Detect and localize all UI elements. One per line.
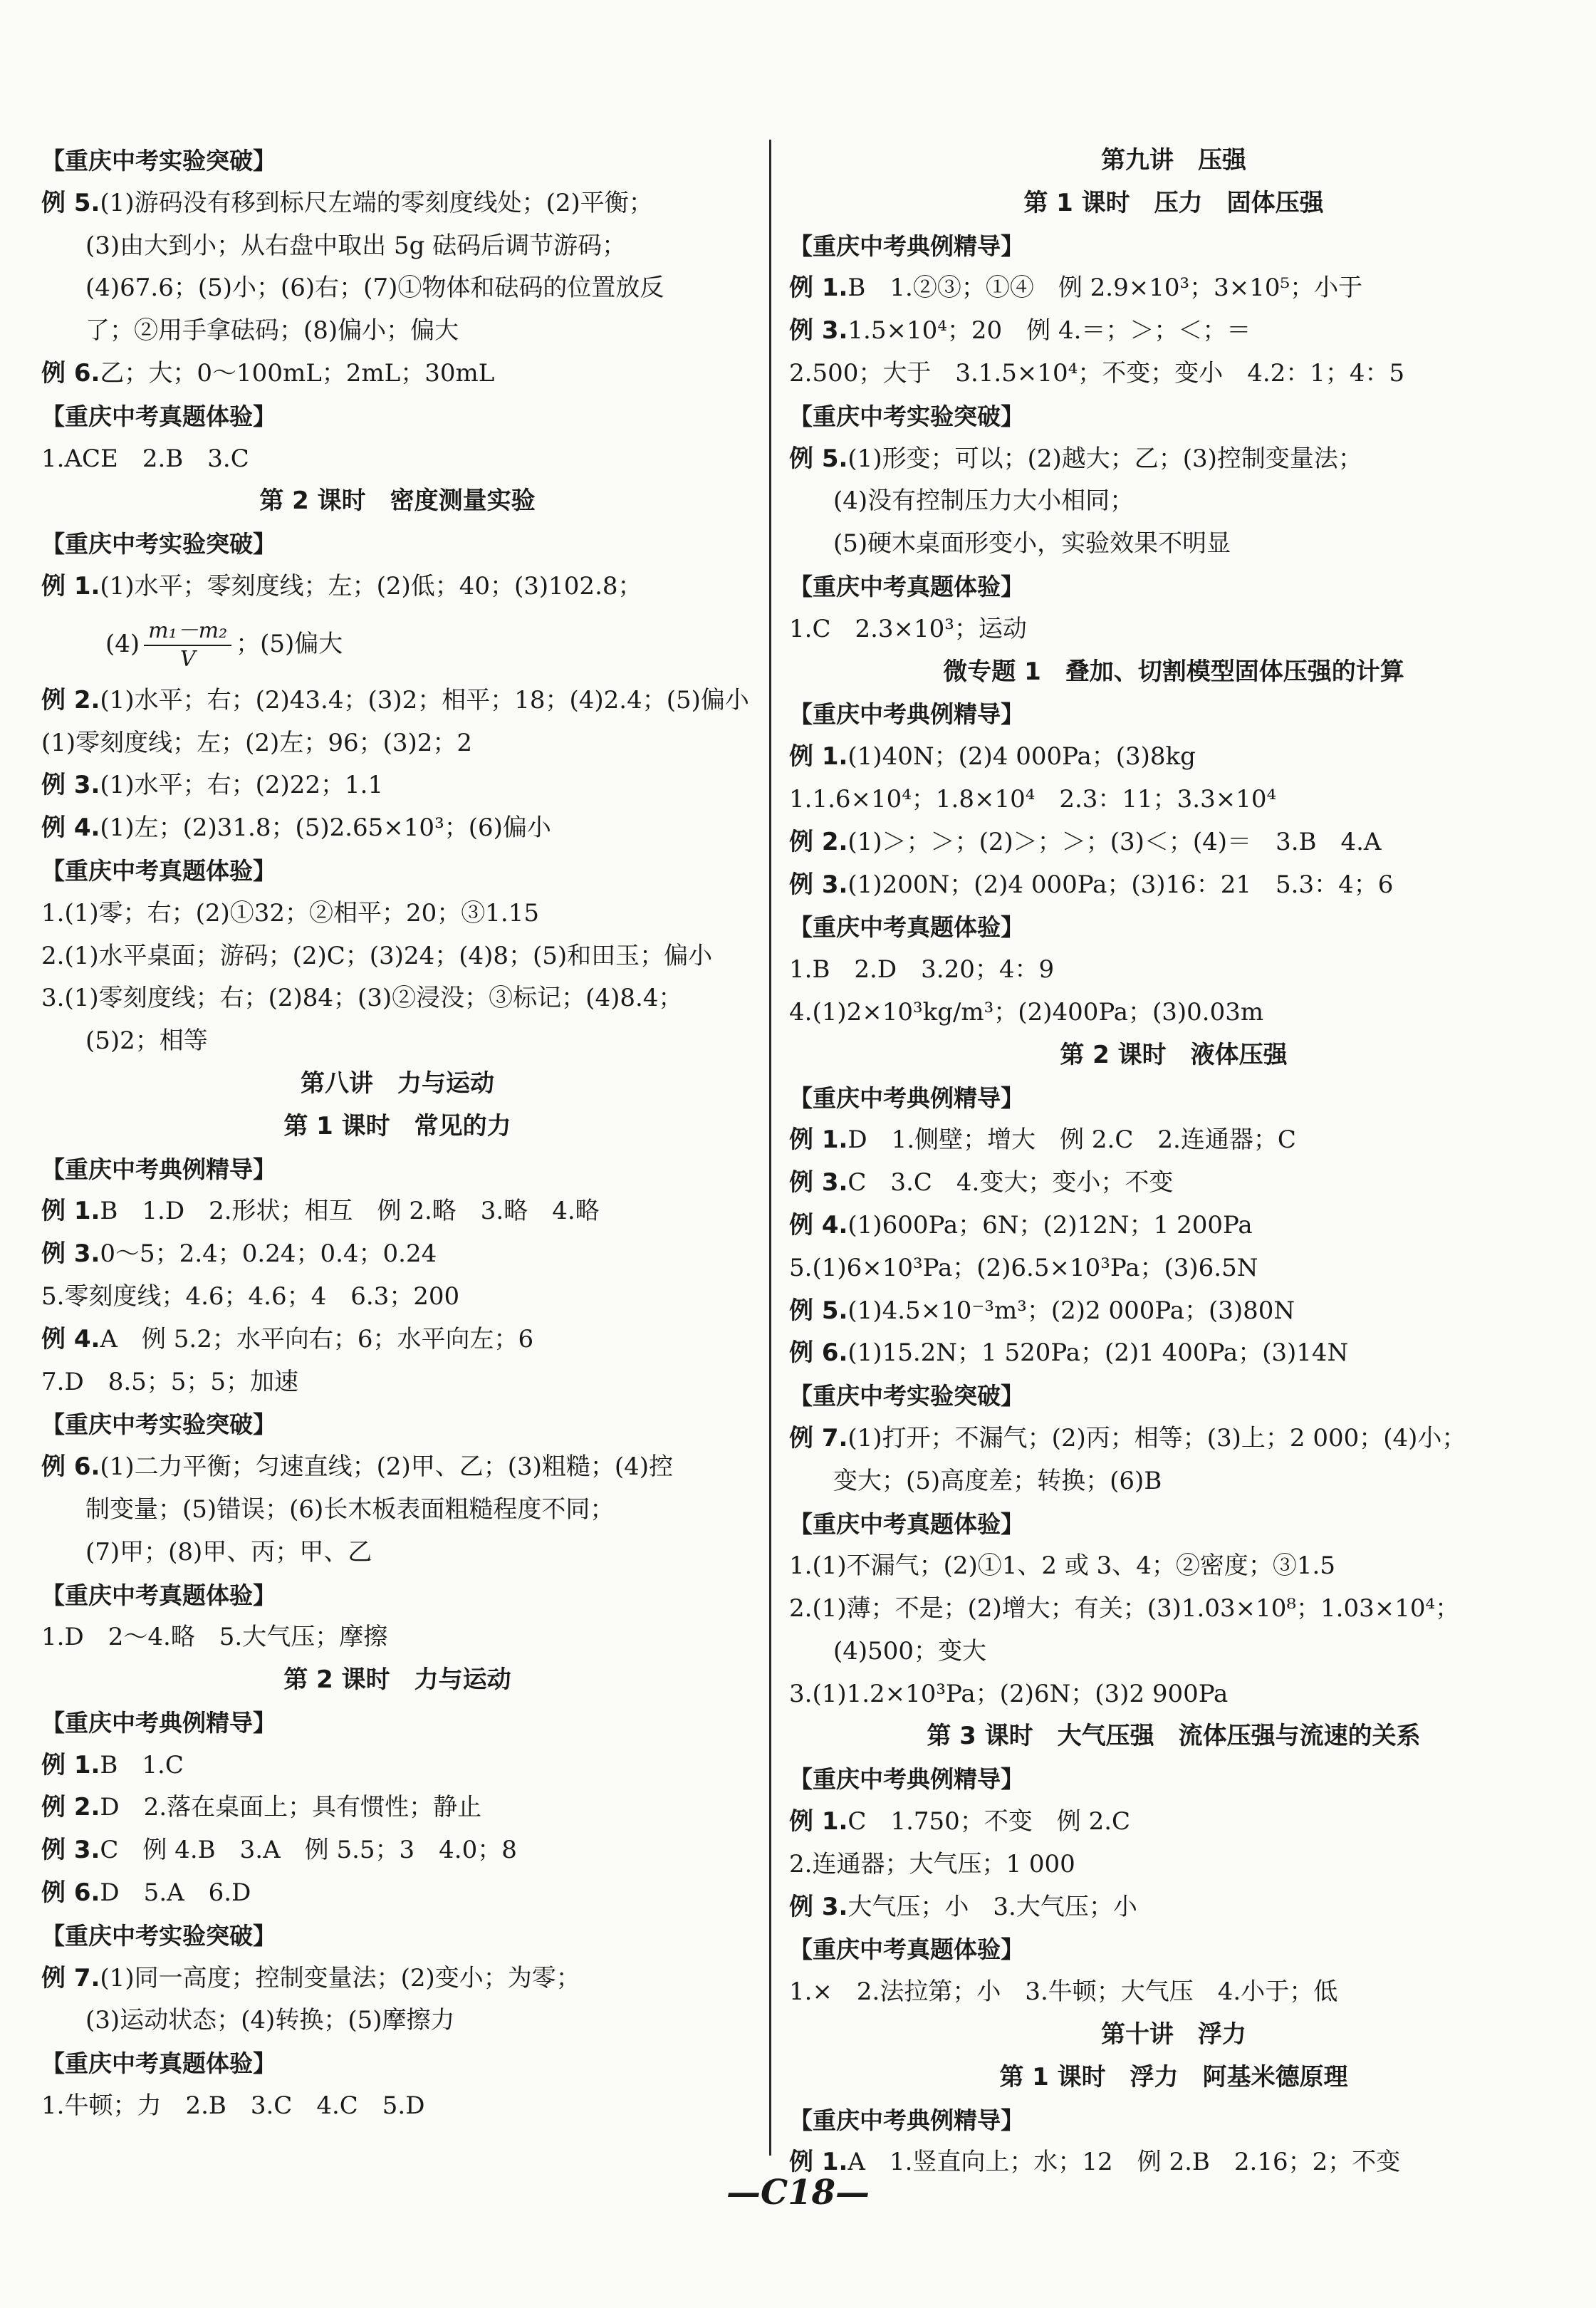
example-label: 例 5. bbox=[41, 188, 100, 217]
example-label: 例 7. bbox=[789, 1423, 848, 1452]
answer-line bbox=[41, 680, 753, 722]
answer-line: 2.(1)水平桌面；游码；(2)C；(3)24；(4)8；(5)和田玉；偏小 bbox=[41, 941, 713, 970]
lesson-title: 第 2 课时 液体压强 bbox=[1060, 1040, 1288, 1069]
lesson-title: 第九讲 压强 bbox=[1101, 146, 1246, 175]
answer-line: 1.× 2.法拉第；小 3.牛顿；大气压 4.小于；低 bbox=[789, 1977, 1338, 2007]
answer-text: (1)＞；＞；(2)＞；＞；(3)＜；(4)＝ 3.B 4.A bbox=[847, 827, 1382, 856]
answer-text: (1)同一高度；控制变量法；(2)变小；为零； bbox=[100, 1963, 580, 1992]
lesson-title: 第 1 课时 压力 固体压强 bbox=[1023, 188, 1324, 217]
formula-suffix: ；(5)偏大 bbox=[236, 629, 343, 658]
answer-line: 1.(1)不漏气；(2)①1、2 或 3、4；②密度；③1.5 bbox=[789, 1551, 1335, 1581]
answer-line-continued: (7)甲；(8)甲、丙；甲、乙 bbox=[85, 1537, 372, 1566]
answer-text: 乙；大；0～100mL；2mL；30mL bbox=[100, 358, 495, 388]
answer-line-continued: (5)2；相等 bbox=[85, 1026, 208, 1056]
answer-line bbox=[789, 267, 1558, 310]
answer-line-formula bbox=[41, 608, 753, 680]
lesson-title: 微专题 1 叠加、切割模型固体压强的计算 bbox=[943, 657, 1404, 686]
section-header: 【重庆中考真题体验】 bbox=[41, 2049, 276, 2078]
lesson-title: 第十讲 浮力 bbox=[1101, 2020, 1246, 2049]
example-label: 例 5. bbox=[789, 1296, 848, 1325]
answer-line: (1)零刻度线；左；(2)左；96；(3)2；2 bbox=[41, 728, 473, 757]
section-header: 【重庆中考实验突破】 bbox=[41, 1410, 276, 1439]
lesson-title: 第 1 课时 常见的力 bbox=[283, 1111, 511, 1140]
answer-line: 1.ACE 2.B 3.C bbox=[41, 444, 249, 473]
example-label: 例 3. bbox=[789, 870, 848, 899]
example-label: 例 1. bbox=[789, 2148, 848, 2177]
section-header: 【重庆中考真题体验】 bbox=[789, 913, 1024, 942]
answer-line bbox=[789, 1801, 1558, 1844]
answer-text: 1.5×10⁴；20 例 4.＝；＞；＜；＝ bbox=[847, 316, 1251, 345]
example-label: 例 6. bbox=[41, 358, 100, 388]
answer-line bbox=[789, 438, 1558, 481]
lesson-title: 第八讲 力与运动 bbox=[301, 1069, 494, 1098]
answer-text: B 1.C bbox=[100, 1750, 184, 1779]
answer-text: B 1.②③；①④ 例 2.9×10³；3×10⁵；小于 bbox=[847, 274, 1363, 303]
answer-text: B 1.D 2.形状；相互 例 2.略 3.略 4.略 bbox=[100, 1197, 600, 1226]
example-label: 例 3. bbox=[789, 1168, 848, 1197]
answer-text: (1)二力平衡；匀速直线；(2)甲、乙；(3)粗糙；(4)控 bbox=[100, 1452, 674, 1482]
example-label: 例 6. bbox=[41, 1878, 100, 1908]
fraction bbox=[144, 618, 231, 673]
section-header: 【重庆中考典例精导】 bbox=[41, 1155, 276, 1183]
example-label: 例 1. bbox=[789, 742, 848, 771]
answer-line-continued: (4)500；变大 bbox=[833, 1636, 987, 1665]
left-column bbox=[41, 140, 753, 2128]
answer-line bbox=[41, 1829, 753, 1872]
answer-line: 1.C 2.3×10³；运动 bbox=[789, 614, 1027, 643]
answer-line bbox=[41, 566, 753, 608]
example-label: 例 4. bbox=[789, 1210, 848, 1239]
lesson-title: 第 3 课时 大气压强 流体压强与流速的关系 bbox=[927, 1722, 1421, 1751]
example-label: 例 1. bbox=[41, 1197, 100, 1226]
answer-line-continued: 变大；(5)高度差；转换；(6)B bbox=[833, 1466, 1162, 1495]
example-label: 例 1. bbox=[789, 1126, 848, 1155]
section-header: 【重庆中考真题体验】 bbox=[789, 1935, 1024, 1964]
section-header: 【重庆中考典例精导】 bbox=[789, 232, 1024, 260]
answer-line bbox=[789, 736, 1558, 779]
answer-text: D 2.落在桌面上；具有惯性；静止 bbox=[100, 1793, 482, 1822]
example-label: 例 2. bbox=[789, 827, 848, 856]
answer-text: (1)形变；可以；(2)越大；乙；(3)控制变量法； bbox=[847, 444, 1362, 473]
answer-line: 1.B 2.D 3.20；4：9 bbox=[789, 955, 1055, 984]
answer-line-continued: (4)没有控制压力大小相同； bbox=[833, 487, 1135, 516]
answer-text: (1)40N；(2)4 000Pa；(3)8kg bbox=[847, 742, 1196, 771]
page-number: —C18— bbox=[726, 2173, 870, 2213]
section-header: 【重庆中考真题体验】 bbox=[41, 856, 276, 885]
answer-line: 7.D 8.5；5；5；加速 bbox=[41, 1367, 299, 1396]
example-label: 例 1. bbox=[41, 1750, 100, 1779]
example-label: 例 3. bbox=[789, 1892, 848, 1921]
answer-line: 5.零刻度线；4.6；4.6；4 6.3；200 bbox=[41, 1282, 460, 1311]
section-header: 【重庆中考真题体验】 bbox=[41, 402, 276, 430]
example-label: 例 6. bbox=[789, 1338, 848, 1368]
answer-line-continued: (3)由大到小；从右盘中取出 5g 砝码后调节游码； bbox=[85, 231, 627, 260]
formula-prefix: (4) bbox=[105, 629, 140, 658]
answer-line-continued: 制变量；(5)错误；(6)长木板表面粗糙程度不同； bbox=[85, 1495, 615, 1524]
fraction-numerator: m₁－m₂ bbox=[144, 618, 231, 646]
example-label: 例 3. bbox=[789, 316, 848, 345]
answer-text: 0～5；2.4；0.24；0.4；0.24 bbox=[100, 1239, 437, 1269]
answer-text: (1)水平；零刻度线；左；(2)低；40；(3)102.8； bbox=[100, 571, 642, 601]
answer-text: D 1.侧壁；增大 例 2.C 2.连通器；C bbox=[847, 1126, 1296, 1155]
answer-line bbox=[789, 1205, 1558, 1247]
answer-text: (1)游码没有移到标尺左端的零刻度线处；(2)平衡； bbox=[100, 188, 653, 217]
section-header: 【重庆中考典例精导】 bbox=[789, 1083, 1024, 1112]
answer-line: 3.(1)零刻度线；右；(2)84；(3)②浸没；③标记；(4)8.4； bbox=[41, 984, 683, 1013]
section-header: 【重庆中考典例精导】 bbox=[789, 1765, 1024, 1794]
example-label: 例 7. bbox=[41, 1963, 100, 1992]
answer-line bbox=[41, 1958, 753, 2000]
answer-line bbox=[789, 1162, 1558, 1205]
example-label: 例 3. bbox=[41, 1836, 100, 1865]
right-column bbox=[789, 140, 1558, 2184]
lesson-title: 第 2 课时 力与运动 bbox=[283, 1665, 511, 1695]
answer-line-continued: 了；②用手拿砝码；(8)偏小；偏大 bbox=[85, 316, 459, 345]
section-header: 【重庆中考典例精导】 bbox=[41, 1708, 276, 1737]
answer-line: 1.(1)零；右；(2)①32；②相平；20；③1.15 bbox=[41, 898, 539, 927]
answer-line: 3.(1)1.2×10³Pa；(2)6N；(3)2 900Pa bbox=[789, 1679, 1229, 1708]
section-header: 【重庆中考典例精导】 bbox=[789, 700, 1024, 729]
example-label: 例 3. bbox=[41, 771, 100, 800]
section-header: 【重庆中考真题体验】 bbox=[789, 572, 1024, 601]
answer-text: 大气压；小 3.大气压；小 bbox=[847, 1892, 1137, 1921]
example-label: 例 1. bbox=[41, 571, 100, 601]
answer-line: 4.(1)2×10³kg/m³；(2)400Pa；(3)0.03m bbox=[789, 997, 1264, 1026]
answer-line bbox=[789, 1418, 1558, 1460]
answer-text: C 3.C 4.变大；变小；不变 bbox=[847, 1168, 1174, 1197]
section-header: 【重庆中考典例精导】 bbox=[789, 2106, 1024, 2134]
answer-line: 1.D 2～4.略 5.大气压；摩擦 bbox=[41, 1623, 388, 1652]
answer-line bbox=[41, 1446, 753, 1489]
answer-line bbox=[41, 1787, 753, 1829]
answer-line-continued: (5)硬木桌面形变小，实验效果不明显 bbox=[833, 529, 1231, 558]
example-label: 例 6. bbox=[41, 1452, 100, 1482]
answer-line bbox=[41, 1745, 753, 1787]
answer-text: C 1.750；不变 例 2.C bbox=[847, 1807, 1131, 1836]
answer-text: C 例 4.B 3.A 例 5.5；3 4.0；8 bbox=[100, 1836, 517, 1865]
answer-line bbox=[41, 182, 753, 225]
answer-line bbox=[789, 1290, 1558, 1333]
answer-line: 2.500；大于 3.1.5×10⁴；不变；变小 4.2：1；4：5 bbox=[789, 358, 1405, 388]
answer-text: (1)4.5×10⁻³m³；(2)2 000Pa；(3)80N bbox=[847, 1296, 1295, 1325]
answer-line bbox=[789, 864, 1558, 907]
answer-line bbox=[41, 353, 753, 395]
answer-text: (1)打开；不漏气；(2)丙；相等；(3)上；2 000；(4)小； bbox=[847, 1423, 1466, 1452]
answer-line bbox=[41, 1233, 753, 1276]
answer-line: 5.(1)6×10³Pa；(2)6.5×10³Pa；(3)6.5N bbox=[789, 1253, 1258, 1282]
answer-line bbox=[41, 1872, 753, 1915]
example-label: 例 1. bbox=[789, 274, 848, 303]
fraction-denominator: V bbox=[179, 646, 196, 672]
answer-line bbox=[789, 821, 1558, 864]
section-header: 【重庆中考真题体验】 bbox=[41, 1581, 276, 1609]
lesson-title: 第 1 课时 浮力 阿基米德原理 bbox=[999, 2062, 1348, 2091]
example-label: 例 3. bbox=[41, 1239, 100, 1269]
answer-line bbox=[41, 764, 753, 807]
section-header: 【重庆中考真题体验】 bbox=[789, 1509, 1024, 1538]
answer-line bbox=[789, 1119, 1558, 1162]
answer-line bbox=[41, 807, 753, 850]
answer-line bbox=[789, 1332, 1558, 1375]
answer-line bbox=[789, 310, 1558, 353]
answer-line bbox=[41, 1190, 753, 1233]
answer-line-continued: (3)运动状态；(4)转换；(5)摩擦力 bbox=[85, 2006, 455, 2035]
answer-text: (1)600Pa；6N；(2)12N；1 200Pa bbox=[847, 1210, 1253, 1239]
answer-text: (1)水平；右；(2)43.4；(3)2；相平；18；(4)2.4；(5)偏小 bbox=[100, 685, 749, 714]
answer-text: A 例 5.2；水平向右；6；水平向左；6 bbox=[100, 1324, 534, 1353]
answer-line: 2.连通器；大气压；1 000 bbox=[789, 1849, 1075, 1878]
section-header: 【重庆中考实验突破】 bbox=[41, 1921, 276, 1950]
section-header: 【重庆中考实验突破】 bbox=[41, 147, 276, 175]
column-divider bbox=[769, 140, 771, 2156]
answer-line-continued: (4)67.6；(5)小；(6)右；(7)①物体和砝码的位置放反 bbox=[85, 274, 664, 303]
answer-line: 1.1.6×10⁴；1.8×10⁴ 2.3：11；3.3×10⁴ bbox=[789, 784, 1277, 813]
example-label: 例 4. bbox=[41, 813, 100, 843]
example-label: 例 2. bbox=[41, 1793, 100, 1822]
example-label: 例 2. bbox=[41, 685, 100, 714]
answer-text: D 5.A 6.D bbox=[100, 1878, 251, 1908]
answer-text: (1)左；(2)31.8；(5)2.65×10³；(6)偏小 bbox=[100, 813, 551, 843]
section-header: 【重庆中考实验突破】 bbox=[789, 402, 1024, 430]
example-label: 例 4. bbox=[41, 1324, 100, 1353]
answer-text: (1)200N；(2)4 000Pa；(3)16：21 5.3：4；6 bbox=[847, 870, 1394, 899]
answer-line: 2.(1)薄；不是；(2)增大；有关；(3)1.03×10⁸；1.03×10⁴； bbox=[789, 1594, 1460, 1623]
answer-line bbox=[41, 1319, 753, 1361]
example-label: 例 5. bbox=[789, 444, 848, 473]
answer-text: A 1.竖直向上；水；12 例 2.B 2.16；2；不变 bbox=[847, 2148, 1401, 2177]
answer-text: (1)15.2N；1 520Pa；(2)1 400Pa；(3)14N bbox=[847, 1338, 1349, 1368]
answer-line bbox=[789, 1886, 1558, 1929]
answer-text: (1)水平；右；(2)22；1.1 bbox=[100, 771, 384, 800]
lesson-title: 第 2 课时 密度测量实验 bbox=[259, 487, 536, 516]
section-header: 【重庆中考实验突破】 bbox=[41, 530, 276, 558]
section-header: 【重庆中考实验突破】 bbox=[789, 1382, 1024, 1410]
example-label: 例 1. bbox=[789, 1807, 848, 1836]
answer-line: 1.牛顿；力 2.B 3.C 4.C 5.D bbox=[41, 2091, 425, 2121]
